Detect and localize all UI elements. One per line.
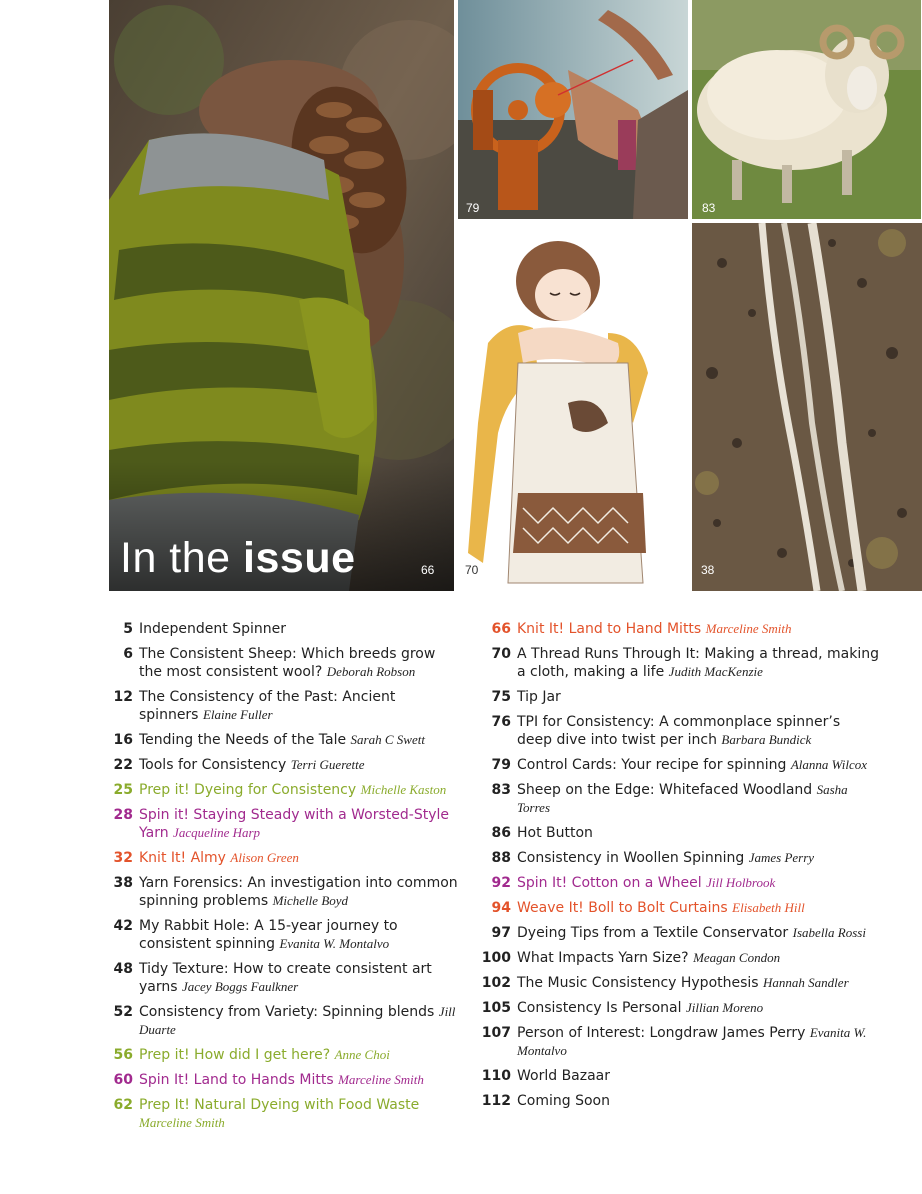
toc-author: Alanna Wilcox bbox=[790, 757, 868, 772]
toc-author: Elisabeth Hill bbox=[732, 900, 805, 915]
toc-entry[interactable] bbox=[101, 917, 459, 953]
toc-entry[interactable] bbox=[101, 960, 459, 996]
toc-entry[interactable] bbox=[479, 645, 879, 681]
photo-sheep[interactable] bbox=[692, 0, 921, 219]
photo-page-number: 66 bbox=[421, 563, 435, 577]
toc-page-number: 100 bbox=[481, 950, 511, 966]
toc-entry[interactable] bbox=[479, 974, 879, 992]
toc-page-number: 6 bbox=[123, 646, 133, 662]
toc-page-number: 60 bbox=[113, 1072, 133, 1088]
toc-entry[interactable] bbox=[101, 731, 459, 749]
toc-page-number: 22 bbox=[113, 757, 133, 773]
toc-title: A Thread Runs Through It: Making a thread, making a cloth, making a life bbox=[517, 646, 879, 680]
toc-author: James Perry bbox=[748, 850, 815, 865]
toc-author: Isabella Rossi bbox=[792, 925, 866, 940]
toc-entry[interactable] bbox=[101, 756, 459, 774]
toc-entry[interactable] bbox=[101, 1003, 459, 1039]
toc-page-number: 38 bbox=[113, 875, 133, 891]
toc-entry[interactable] bbox=[479, 824, 879, 842]
toc-title: Person of Interest: Longdraw James Perry bbox=[517, 1025, 806, 1041]
toc-entry[interactable] bbox=[479, 899, 879, 917]
toc-author: Hannah Sandler bbox=[763, 975, 849, 990]
toc-page-number: 25 bbox=[113, 782, 133, 798]
toc-title: Spin it! Staying Steady with a Worsted-Style Yarn bbox=[139, 807, 449, 841]
toc-page-number: 107 bbox=[481, 1025, 511, 1041]
toc-author: Judith MacKenzie bbox=[668, 664, 763, 679]
toc-title: My Rabbit Hole: A 15-year journey to consistent spinning bbox=[139, 918, 398, 952]
toc-entry[interactable] bbox=[479, 949, 879, 967]
toc-author: Evanita W. Montalvo bbox=[517, 1025, 867, 1058]
toc-page-number: 83 bbox=[491, 782, 511, 798]
toc-page-number: 75 bbox=[491, 689, 511, 705]
toc-page-number: 110 bbox=[481, 1068, 511, 1084]
toc-author: Marceline Smith bbox=[705, 621, 792, 636]
toc-page-number: 92 bbox=[491, 875, 511, 891]
toc-page-number: 105 bbox=[481, 1000, 511, 1016]
toc-entry[interactable] bbox=[101, 806, 459, 842]
toc-author: Sarah C Swett bbox=[350, 732, 425, 747]
mitt-illustration bbox=[109, 0, 454, 591]
toc-page-number: 12 bbox=[113, 689, 133, 705]
toc-entry[interactable] bbox=[479, 1024, 879, 1060]
toc-title: World Bazaar bbox=[517, 1068, 611, 1084]
toc-title: The Consistent Sheep: Which breeds grow the most consistent wool? bbox=[139, 646, 436, 680]
toc-author: Alison Green bbox=[230, 850, 299, 865]
toc-entry[interactable] bbox=[101, 874, 459, 910]
title-pre: In the bbox=[120, 534, 231, 582]
toc-page-number: 102 bbox=[481, 975, 511, 991]
toc-author: Deborah Robson bbox=[326, 664, 416, 679]
toc-author: Jill Holbrook bbox=[706, 875, 776, 890]
toc-title: Prep it! How did I get here? bbox=[139, 1047, 331, 1063]
toc-title: Weave It! Boll to Bolt Curtains bbox=[517, 900, 728, 916]
toc-title: Coming Soon bbox=[517, 1093, 610, 1109]
toc-entry[interactable] bbox=[101, 645, 459, 681]
toc-entry[interactable] bbox=[479, 620, 879, 638]
toc-page-number: 16 bbox=[113, 732, 133, 748]
title-bold: issue bbox=[243, 534, 356, 582]
toc-title: Consistency in Woollen Spinning bbox=[517, 850, 745, 866]
toc-author: Jacqueline Harp bbox=[173, 825, 261, 840]
toc-page-number: 42 bbox=[113, 918, 133, 934]
toc-entry[interactable] bbox=[479, 688, 879, 706]
girl-illustration bbox=[458, 223, 690, 605]
toc-entry[interactable] bbox=[479, 713, 879, 749]
toc-author: Elaine Fuller bbox=[202, 707, 273, 722]
toc-page-number: 86 bbox=[491, 825, 511, 841]
toc-title: The Music Consistency Hypothesis bbox=[517, 975, 759, 991]
toc-page-number: 97 bbox=[491, 925, 511, 941]
toc-author: Terri Guerette bbox=[290, 757, 365, 772]
toc-title: Control Cards: Your recipe for spinning bbox=[517, 757, 787, 773]
toc-author: Jillian Moreno bbox=[685, 1000, 764, 1015]
toc-author: Michelle Kaston bbox=[360, 782, 447, 797]
toc-title: Tools for Consistency bbox=[139, 757, 287, 773]
toc-title: Yarn Forensics: An investigation into common spinning problems bbox=[139, 875, 458, 909]
toc-title: Independent Spinner bbox=[139, 621, 286, 637]
toc-author: Anne Choi bbox=[334, 1047, 390, 1062]
toc-page-number: 76 bbox=[491, 714, 511, 730]
toc-author: Meagan Condon bbox=[693, 950, 781, 965]
spinning-wheel-illustration bbox=[458, 0, 688, 219]
photo-yarn[interactable] bbox=[692, 223, 922, 591]
toc-entry[interactable] bbox=[479, 756, 879, 774]
toc-entry[interactable] bbox=[479, 781, 879, 817]
toc-entry[interactable] bbox=[479, 874, 879, 892]
toc-page-number: 66 bbox=[491, 621, 511, 637]
toc-page-number: 70 bbox=[491, 646, 511, 662]
toc-page-number: 112 bbox=[481, 1093, 511, 1109]
toc-title: Prep it! Dyeing for Consistency bbox=[139, 782, 357, 798]
photo-spinning-wheel[interactable] bbox=[458, 0, 688, 219]
toc-entry[interactable] bbox=[101, 620, 459, 638]
sheep-illustration bbox=[692, 0, 921, 219]
toc-title: Knit It! Almy bbox=[139, 850, 226, 866]
toc-title: Prep It! Natural Dyeing with Food Waste bbox=[139, 1097, 420, 1113]
toc-page-number: 48 bbox=[113, 961, 133, 977]
toc-author: Barbara Bundick bbox=[721, 732, 812, 747]
toc-title: TPI for Consistency: A commonplace spinner’s deep dive into twist per inch bbox=[517, 714, 841, 748]
toc-author: Evanita W. Montalvo bbox=[279, 936, 390, 951]
photo-page-number: 70 bbox=[465, 563, 479, 577]
toc-title: Spin It! Land to Hands Mitts bbox=[139, 1072, 334, 1088]
toc-author: Jacey Boggs Faulkner bbox=[182, 979, 299, 994]
toc-page-number: 52 bbox=[113, 1004, 133, 1020]
toc-entry[interactable] bbox=[479, 1067, 879, 1085]
toc-entry[interactable] bbox=[479, 849, 879, 867]
toc-title: Tip Jar bbox=[517, 689, 561, 705]
toc-author: Sasha Torres bbox=[517, 782, 848, 815]
toc-title: Consistency from Variety: Spinning blends bbox=[139, 1004, 435, 1020]
toc-title: Dyeing Tips from a Textile Conservator bbox=[517, 925, 789, 941]
toc-entry[interactable] bbox=[101, 1096, 459, 1132]
photo-page-number: 79 bbox=[466, 201, 480, 215]
toc-entry[interactable] bbox=[479, 1092, 879, 1110]
toc-title: The Consistency of the Past: Ancient spinners bbox=[139, 689, 396, 723]
toc-author: Marceline Smith bbox=[338, 1072, 424, 1087]
toc-page-number: 32 bbox=[113, 850, 133, 866]
toc-title: Tidy Texture: How to create consistent art yarns bbox=[139, 961, 432, 995]
toc-author: Michelle Boyd bbox=[272, 893, 349, 908]
toc-page-number: 79 bbox=[491, 757, 511, 773]
toc-page-number: 56 bbox=[113, 1047, 133, 1063]
toc-author: Jill Duarte bbox=[139, 1004, 456, 1037]
toc-author: Marceline Smith bbox=[139, 1115, 225, 1130]
toc-title: Sheep on the Edge: Whitefaced Woodland bbox=[517, 782, 813, 798]
toc-entry[interactable] bbox=[101, 781, 459, 799]
toc-entry[interactable] bbox=[101, 688, 459, 724]
toc-left-column bbox=[101, 620, 459, 1139]
toc-page-number: 28 bbox=[113, 807, 133, 823]
toc-entry[interactable] bbox=[101, 849, 459, 867]
toc-entry[interactable] bbox=[479, 999, 879, 1017]
toc-title: Spin It! Cotton on a Wheel bbox=[517, 875, 702, 891]
toc-page-number: 5 bbox=[123, 621, 133, 637]
photo-mitt[interactable] bbox=[109, 0, 454, 591]
toc-title: Hot Button bbox=[517, 825, 593, 841]
toc-entry[interactable] bbox=[101, 1071, 459, 1089]
toc-title: Knit It! Land to Hand Mitts bbox=[517, 621, 702, 637]
toc-page-number: 88 bbox=[491, 850, 511, 866]
photo-page-number: 83 bbox=[702, 201, 716, 215]
page-title bbox=[120, 534, 356, 583]
photo-illustration[interactable] bbox=[458, 223, 690, 605]
toc-page-number: 62 bbox=[113, 1097, 133, 1113]
yarn-illustration bbox=[692, 223, 922, 591]
toc-page-number: 94 bbox=[491, 900, 511, 916]
toc-entry[interactable] bbox=[479, 924, 879, 942]
toc-title: What Impacts Yarn Size? bbox=[517, 950, 689, 966]
toc-title: Consistency Is Personal bbox=[517, 1000, 682, 1016]
toc-right-column bbox=[479, 620, 879, 1117]
toc-title: Tending the Needs of the Tale bbox=[139, 732, 347, 748]
photo-page-number: 38 bbox=[701, 563, 715, 577]
toc-entry[interactable] bbox=[101, 1046, 459, 1064]
